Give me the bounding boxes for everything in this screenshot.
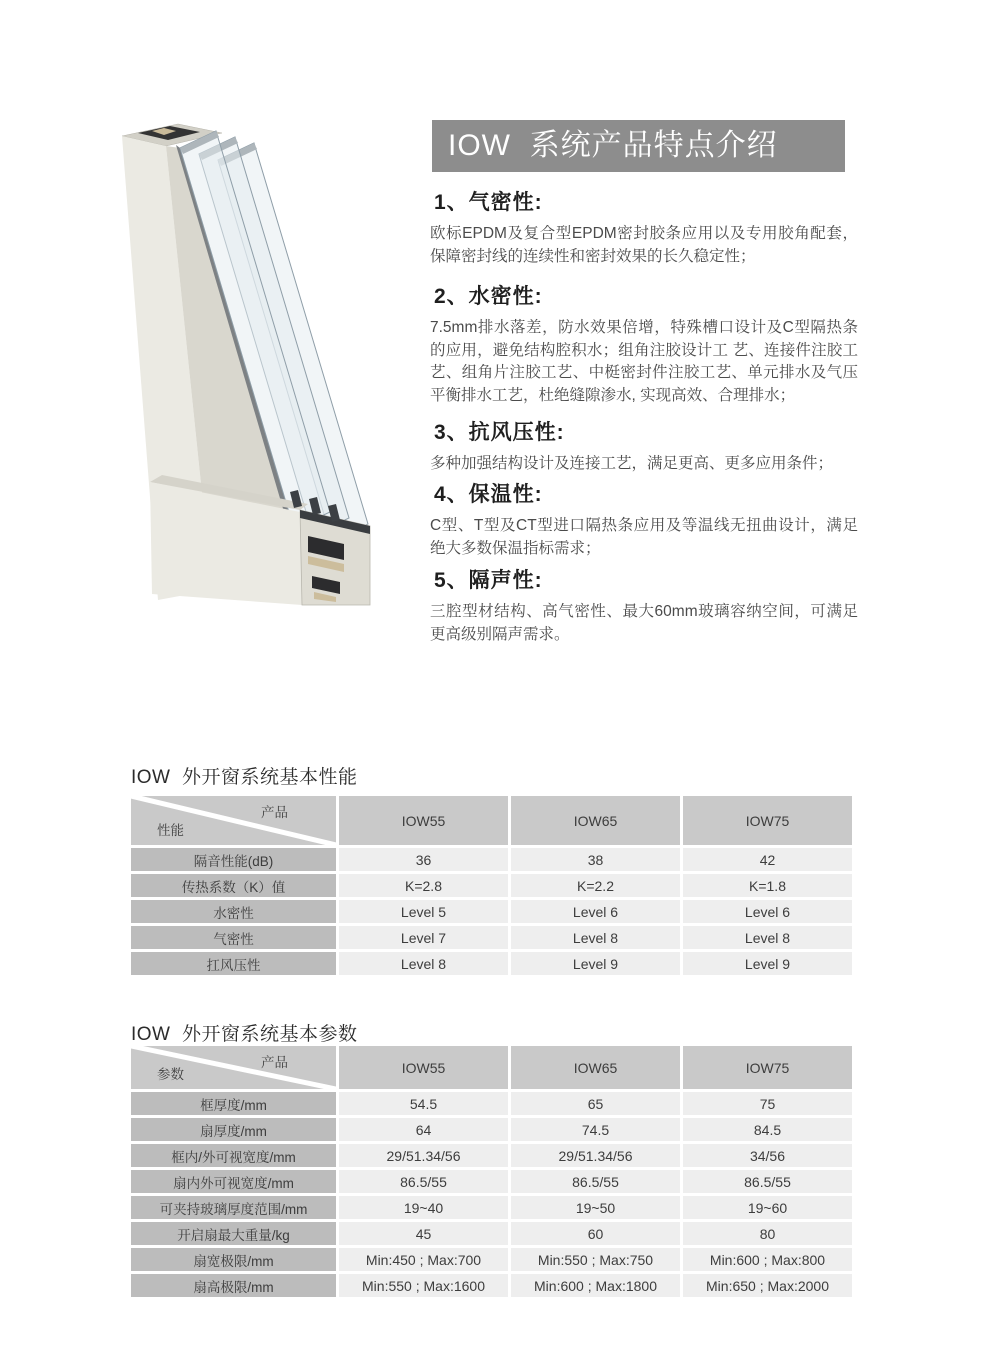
table-cell: K=1.8	[683, 874, 852, 897]
table-cell: 54.5	[339, 1092, 508, 1115]
table-cell: Level 5	[339, 900, 508, 923]
column-header-iow55: IOW55	[339, 796, 508, 845]
feature-heading: 1、气密性:	[434, 191, 543, 214]
table-cell: 74.5	[511, 1118, 680, 1141]
feature-watertightness	[430, 280, 858, 407]
column-header-iow65: IOW65	[511, 796, 680, 845]
table-cell: Level 7	[339, 926, 508, 949]
table-cell: K=2.2	[511, 874, 680, 897]
row-label: 扛风压性	[131, 952, 336, 975]
row-label: 扇宽极限/mm	[131, 1248, 336, 1271]
table-cell: 19~50	[511, 1196, 680, 1219]
row-label: 扇高极限/mm	[131, 1274, 336, 1297]
feature-body: 7.5mm排水落差，防水效果倍增，特殊槽口设计及C型隔热条的应用，避免结构腔积水；组角注胶设计工 艺、连接件注胶工艺、组角片注胶工艺、中梃密封件注胶工艺、单元排水及气压平衡排水工艺，杜绝缝隙渗水, 实现高效、合理排水；	[430, 319, 858, 404]
table-cell: Level 6	[683, 900, 852, 923]
feature-body: C型、T型及CT型进口隔热条应用及等温线无扭曲设计，满足绝大多数保温指标需求；	[430, 517, 858, 557]
feature-sound-insulation	[430, 564, 858, 646]
table-cell: Level 6	[511, 900, 680, 923]
table-cell: 29/51.34/56	[511, 1144, 680, 1167]
table-cell: K=2.8	[339, 874, 508, 897]
column-header-iow65: IOW65	[511, 1046, 680, 1089]
table-cell: 86.5/55	[339, 1170, 508, 1193]
feature-airtightness	[430, 186, 858, 268]
row-label: 隔音性能(dB)	[131, 848, 336, 871]
row-label: 框厚度/mm	[131, 1092, 336, 1115]
table-cell: 34/56	[683, 1144, 852, 1167]
performance-table-title: IOW 外开窗系统基本性能	[131, 767, 358, 788]
table-cell: 29/51.34/56	[339, 1144, 508, 1167]
row-label: 开启扇最大重量/kg	[131, 1222, 336, 1245]
row-label: 气密性	[131, 926, 336, 949]
table-cell: Min:550 ; Max:750	[511, 1248, 680, 1271]
corner-label-product: 产品	[261, 805, 288, 820]
feature-heading: 2、水密性:	[434, 285, 543, 308]
feature-body: 欧标EPDM及复合型EPDM密封胶条应用以及专用胶角配套，保障密封线的连续性和密封效果的长久稳定性；	[430, 225, 858, 265]
column-header-iow75: IOW75	[683, 1046, 852, 1089]
table-cell: 19~60	[683, 1196, 852, 1219]
table-cell: 86.5/55	[683, 1170, 852, 1193]
corner-label-product: 产品	[261, 1055, 288, 1070]
table-cell: 75	[683, 1092, 852, 1115]
feature-wind-resistance	[430, 416, 858, 476]
feature-heading: 5、隔声性:	[434, 569, 543, 592]
table-cell: 45	[339, 1222, 508, 1245]
table-cell: Level 9	[683, 952, 852, 975]
table-cell: 65	[511, 1092, 680, 1115]
table-cell: Level 8	[511, 926, 680, 949]
parameter-table	[131, 1046, 852, 1297]
row-label: 扇内外可视宽度/mm	[131, 1170, 336, 1193]
page-title-banner: IOW 系统产品特点介绍	[432, 120, 845, 172]
table-cell: Level 9	[511, 952, 680, 975]
table-cell: Level 8	[339, 952, 508, 975]
row-label: 传热系数（K）值	[131, 874, 336, 897]
feature-thermal-insulation	[430, 478, 858, 560]
row-label: 扇厚度/mm	[131, 1118, 336, 1141]
table-cell: 84.5	[683, 1118, 852, 1141]
corner-label-performance: 性能	[157, 823, 184, 838]
table-cell: Min:550 ; Max:1600	[339, 1274, 508, 1297]
row-label: 框内/外可视宽度/mm	[131, 1144, 336, 1167]
table-cell: 80	[683, 1222, 852, 1245]
performance-table	[131, 796, 852, 975]
table-cell: 86.5/55	[511, 1170, 680, 1193]
column-header-iow75: IOW75	[683, 796, 852, 845]
feature-body: 三腔型材结构、高气密性、最大60mm玻璃容纳空间，可满足更高级别隔声需求。	[430, 603, 858, 643]
parameter-table-corner-cell	[131, 1046, 336, 1089]
feature-body: 多种加强结构设计及连接工艺，满足更高、更多应用条件；	[430, 455, 834, 472]
table-cell: Min:600 ; Max:800	[683, 1248, 852, 1271]
table-cell: Level 8	[683, 926, 852, 949]
table-cell: Min:600 ; Max:1800	[511, 1274, 680, 1297]
column-header-iow55: IOW55	[339, 1046, 508, 1089]
table-cell: 36	[339, 848, 508, 871]
table-cell: Min:450 ; Max:700	[339, 1248, 508, 1271]
window-profile-image	[100, 100, 420, 660]
table-cell: 19~40	[339, 1196, 508, 1219]
table-cell: Min:650 ; Max:2000	[683, 1274, 852, 1297]
table-cell: 60	[511, 1222, 680, 1245]
table-cell: 42	[683, 848, 852, 871]
table-cell: 64	[339, 1118, 508, 1141]
feature-heading: 3、抗风压性:	[434, 421, 565, 444]
row-label: 水密性	[131, 900, 336, 923]
row-label: 可夹持玻璃厚度范围/mm	[131, 1196, 336, 1219]
feature-heading: 4、保温性:	[434, 483, 543, 506]
table-cell: 38	[511, 848, 680, 871]
performance-table-corner-cell	[131, 796, 336, 845]
corner-label-parameter: 参数	[157, 1067, 184, 1082]
parameter-table-title: IOW 外开窗系统基本参数	[131, 1024, 358, 1045]
